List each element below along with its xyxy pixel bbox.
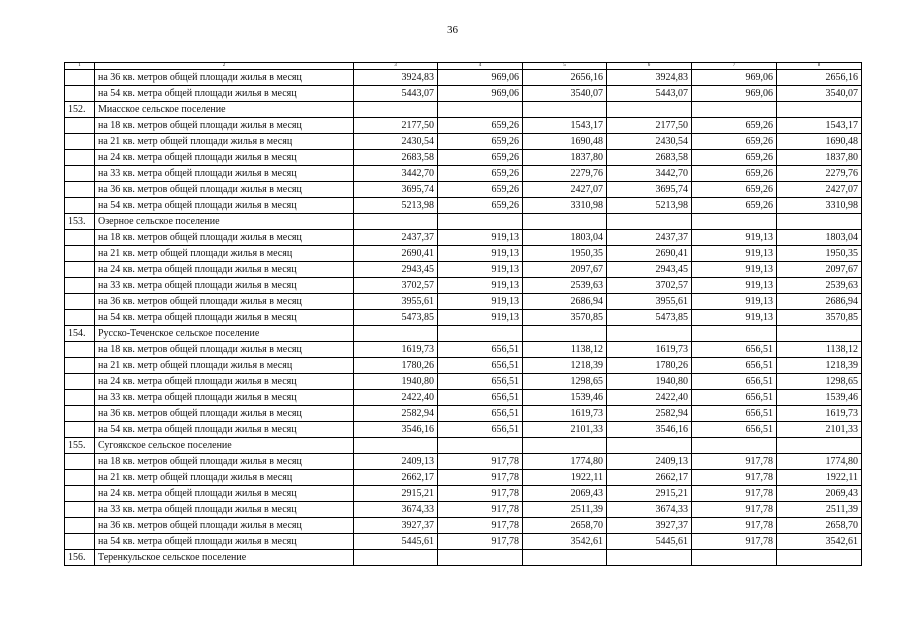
col-7-value <box>692 214 777 230</box>
col-5-value: 3542,61 <box>523 534 607 550</box>
table-row <box>65 166 862 182</box>
col-7-value: 656,51 <box>692 390 777 406</box>
col-3-value: 2943,45 <box>354 262 438 278</box>
col-8-value <box>777 550 862 566</box>
row-description: на 18 кв. метров общей площади жилья в месяц <box>95 230 354 246</box>
col-6-value: 5445,61 <box>607 534 692 550</box>
col-4-value <box>438 214 523 230</box>
col-7-value: 969,06 <box>692 70 777 86</box>
col-7-value: 917,78 <box>692 486 777 502</box>
table-row <box>65 422 862 438</box>
table-row <box>65 390 862 406</box>
col-5-value: 2539,63 <box>523 278 607 294</box>
row-description: на 24 кв. метра общей площади жилья в месяц <box>95 374 354 390</box>
col-8-value: 3540,07 <box>777 86 862 102</box>
col-8-value: 1950,35 <box>777 246 862 262</box>
col-5-value <box>523 438 607 454</box>
table-row <box>65 262 862 278</box>
settlement-row <box>65 326 862 342</box>
col-7-value: 656,51 <box>692 342 777 358</box>
col-3-value: 1780,26 <box>354 358 438 374</box>
col-4-value: 919,13 <box>438 230 523 246</box>
row-index: 156. <box>65 550 95 566</box>
settlement-row <box>65 214 862 230</box>
row-index <box>65 246 95 262</box>
col-4-value: 656,51 <box>438 342 523 358</box>
col-8-value: 1837,80 <box>777 150 862 166</box>
col-3-value: 2437,37 <box>354 230 438 246</box>
col-4-value: 659,26 <box>438 118 523 134</box>
column-number: 5 <box>523 63 607 70</box>
column-number: 7 <box>692 63 777 70</box>
col-5-value: 2279,76 <box>523 166 607 182</box>
col-7-value: 656,51 <box>692 406 777 422</box>
col-4-value: 656,51 <box>438 374 523 390</box>
col-6-value: 5443,07 <box>607 86 692 102</box>
row-description: Миасское сельское поселение <box>95 102 354 118</box>
column-number: 6 <box>607 63 692 70</box>
column-number: 1 <box>65 63 95 70</box>
col-3-value: 3546,16 <box>354 422 438 438</box>
col-3-value: 1940,80 <box>354 374 438 390</box>
col-8-value: 1619,73 <box>777 406 862 422</box>
row-index <box>65 358 95 374</box>
col-5-value: 3310,98 <box>523 198 607 214</box>
col-3-value: 5213,98 <box>354 198 438 214</box>
row-index: 154. <box>65 326 95 342</box>
col-5-value: 1774,80 <box>523 454 607 470</box>
col-4-value: 917,78 <box>438 502 523 518</box>
row-description: Сугоякское сельское поселение <box>95 438 354 454</box>
row-description: на 36 кв. метров общей площади жилья в месяц <box>95 70 354 86</box>
settlement-row <box>65 438 862 454</box>
col-5-value: 1539,46 <box>523 390 607 406</box>
col-6-value: 3442,70 <box>607 166 692 182</box>
table-row <box>65 518 862 534</box>
col-4-value: 919,13 <box>438 278 523 294</box>
col-6-value: 2409,13 <box>607 454 692 470</box>
row-index <box>65 406 95 422</box>
col-7-value: 659,26 <box>692 198 777 214</box>
col-3-value: 2662,17 <box>354 470 438 486</box>
row-index <box>65 454 95 470</box>
col-3-value: 3695,74 <box>354 182 438 198</box>
col-5-value <box>523 102 607 118</box>
table-row <box>65 470 862 486</box>
col-8-value: 1539,46 <box>777 390 862 406</box>
column-number-row <box>65 63 862 70</box>
col-7-value: 919,13 <box>692 230 777 246</box>
row-index <box>65 470 95 486</box>
row-description: на 21 кв. метр общей площади жилья в месяц <box>95 134 354 150</box>
row-index <box>65 342 95 358</box>
col-4-value: 919,13 <box>438 310 523 326</box>
col-3-value: 2422,40 <box>354 390 438 406</box>
col-8-value: 2069,43 <box>777 486 862 502</box>
settlement-row <box>65 102 862 118</box>
col-7-value <box>692 550 777 566</box>
col-6-value: 3546,16 <box>607 422 692 438</box>
col-3-value: 3955,61 <box>354 294 438 310</box>
col-4-value: 656,51 <box>438 390 523 406</box>
col-7-value: 919,13 <box>692 246 777 262</box>
col-8-value: 2658,70 <box>777 518 862 534</box>
table-row <box>65 230 862 246</box>
row-description: на 24 кв. метра общей площади жилья в месяц <box>95 486 354 502</box>
table-row <box>65 310 862 326</box>
col-8-value <box>777 438 862 454</box>
col-5-value: 1543,17 <box>523 118 607 134</box>
col-4-value: 917,78 <box>438 486 523 502</box>
row-index <box>65 390 95 406</box>
col-5-value: 2097,67 <box>523 262 607 278</box>
col-4-value <box>438 438 523 454</box>
col-5-value: 2686,94 <box>523 294 607 310</box>
col-4-value: 659,26 <box>438 134 523 150</box>
col-5-value: 1922,11 <box>523 470 607 486</box>
row-description: на 24 кв. метра общей площади жилья в месяц <box>95 150 354 166</box>
col-5-value: 1619,73 <box>523 406 607 422</box>
col-7-value: 656,51 <box>692 358 777 374</box>
col-8-value: 1298,65 <box>777 374 862 390</box>
col-3-value: 3924,83 <box>354 70 438 86</box>
row-index <box>65 422 95 438</box>
row-index <box>65 86 95 102</box>
col-8-value: 1543,17 <box>777 118 862 134</box>
col-6-value: 5473,85 <box>607 310 692 326</box>
col-6-value: 3927,37 <box>607 518 692 534</box>
col-4-value: 656,51 <box>438 422 523 438</box>
col-3-value: 3674,33 <box>354 502 438 518</box>
col-6-value: 2437,37 <box>607 230 692 246</box>
col-8-value: 1922,11 <box>777 470 862 486</box>
col-4-value: 919,13 <box>438 262 523 278</box>
col-3-value <box>354 438 438 454</box>
col-3-value: 2430,54 <box>354 134 438 150</box>
col-6-value: 3924,83 <box>607 70 692 86</box>
col-7-value: 919,13 <box>692 294 777 310</box>
row-description: на 21 кв. метр общей площади жилья в месяц <box>95 246 354 262</box>
row-description: на 36 кв. метров общей площади жилья в месяц <box>95 406 354 422</box>
col-4-value: 917,78 <box>438 518 523 534</box>
row-description: на 36 кв. метров общей площади жилья в месяц <box>95 294 354 310</box>
col-8-value: 1138,12 <box>777 342 862 358</box>
col-7-value <box>692 326 777 342</box>
col-4-value: 659,26 <box>438 198 523 214</box>
row-description: на 33 кв. метра общей площади жилья в месяц <box>95 278 354 294</box>
col-6-value: 3702,57 <box>607 278 692 294</box>
col-4-value: 659,26 <box>438 150 523 166</box>
col-6-value: 2430,54 <box>607 134 692 150</box>
row-index <box>65 118 95 134</box>
col-5-value: 3540,07 <box>523 86 607 102</box>
row-description: на 36 кв. метров общей площади жилья в месяц <box>95 518 354 534</box>
col-6-value: 2422,40 <box>607 390 692 406</box>
col-8-value: 3542,61 <box>777 534 862 550</box>
row-index <box>65 70 95 86</box>
col-6-value: 1619,73 <box>607 342 692 358</box>
table-row <box>65 374 862 390</box>
col-3-value: 2915,21 <box>354 486 438 502</box>
row-index <box>65 486 95 502</box>
row-index <box>65 278 95 294</box>
col-3-value: 5473,85 <box>354 310 438 326</box>
col-8-value <box>777 326 862 342</box>
table-row <box>65 150 862 166</box>
col-4-value <box>438 550 523 566</box>
col-7-value: 659,26 <box>692 166 777 182</box>
table-row <box>65 454 862 470</box>
row-description: на 21 кв. метр общей площади жилья в месяц <box>95 358 354 374</box>
row-index <box>65 294 95 310</box>
row-index <box>65 262 95 278</box>
col-6-value: 3955,61 <box>607 294 692 310</box>
col-4-value: 659,26 <box>438 182 523 198</box>
col-7-value: 659,26 <box>692 182 777 198</box>
col-6-value: 3674,33 <box>607 502 692 518</box>
col-4-value: 969,06 <box>438 70 523 86</box>
col-4-value: 919,13 <box>438 246 523 262</box>
col-4-value: 969,06 <box>438 86 523 102</box>
col-4-value <box>438 326 523 342</box>
col-8-value: 2656,16 <box>777 70 862 86</box>
col-3-value: 3702,57 <box>354 278 438 294</box>
col-3-value <box>354 214 438 230</box>
col-6-value: 2662,17 <box>607 470 692 486</box>
col-7-value: 919,13 <box>692 278 777 294</box>
row-index: 152. <box>65 102 95 118</box>
col-5-value: 1837,80 <box>523 150 607 166</box>
col-8-value: 1690,48 <box>777 134 862 150</box>
col-8-value: 2686,94 <box>777 294 862 310</box>
row-description: на 18 кв. метров общей площади жилья в месяц <box>95 454 354 470</box>
col-7-value: 919,13 <box>692 310 777 326</box>
col-3-value: 2683,58 <box>354 150 438 166</box>
col-3-value: 1619,73 <box>354 342 438 358</box>
table-row <box>65 406 862 422</box>
col-8-value: 2279,76 <box>777 166 862 182</box>
row-description: на 18 кв. метров общей площади жилья в месяц <box>95 342 354 358</box>
table-row <box>65 246 862 262</box>
table-row <box>65 534 862 550</box>
page-number: 36 <box>447 24 458 36</box>
col-3-value: 2409,13 <box>354 454 438 470</box>
row-index <box>65 134 95 150</box>
col-8-value: 2539,63 <box>777 278 862 294</box>
col-6-value: 5213,98 <box>607 198 692 214</box>
col-5-value: 3570,85 <box>523 310 607 326</box>
row-description: на 24 кв. метра общей площади жилья в месяц <box>95 262 354 278</box>
table-row <box>65 134 862 150</box>
col-4-value <box>438 102 523 118</box>
table-row <box>65 118 862 134</box>
col-8-value: 2097,67 <box>777 262 862 278</box>
col-8-value: 2101,33 <box>777 422 862 438</box>
col-7-value: 917,78 <box>692 534 777 550</box>
col-4-value: 659,26 <box>438 166 523 182</box>
table-row <box>65 294 862 310</box>
col-5-value: 2658,70 <box>523 518 607 534</box>
row-description: на 54 кв. метра общей площади жилья в месяц <box>95 422 354 438</box>
col-4-value: 919,13 <box>438 294 523 310</box>
col-3-value: 2177,50 <box>354 118 438 134</box>
col-6-value: 2943,45 <box>607 262 692 278</box>
col-5-value: 2069,43 <box>523 486 607 502</box>
col-3-value: 3442,70 <box>354 166 438 182</box>
col-5-value: 1138,12 <box>523 342 607 358</box>
row-index <box>65 534 95 550</box>
col-5-value <box>523 326 607 342</box>
column-number: 4 <box>438 63 523 70</box>
row-description: на 33 кв. метра общей площади жилья в месяц <box>95 166 354 182</box>
col-7-value <box>692 102 777 118</box>
settlement-row <box>65 550 862 566</box>
col-5-value: 1803,04 <box>523 230 607 246</box>
col-4-value: 917,78 <box>438 454 523 470</box>
table-row <box>65 486 862 502</box>
col-4-value: 656,51 <box>438 358 523 374</box>
table-row <box>65 182 862 198</box>
col-6-value: 1940,80 <box>607 374 692 390</box>
col-6-value: 2177,50 <box>607 118 692 134</box>
col-8-value: 2511,39 <box>777 502 862 518</box>
table-row <box>65 502 862 518</box>
row-index <box>65 502 95 518</box>
row-description: на 33 кв. метра общей площади жилья в месяц <box>95 502 354 518</box>
col-3-value <box>354 102 438 118</box>
col-3-value: 3927,37 <box>354 518 438 534</box>
col-7-value: 659,26 <box>692 134 777 150</box>
row-index <box>65 230 95 246</box>
table-row <box>65 358 862 374</box>
col-5-value: 1950,35 <box>523 246 607 262</box>
row-index <box>65 198 95 214</box>
table-row <box>65 278 862 294</box>
col-5-value: 2427,07 <box>523 182 607 198</box>
col-3-value: 2690,41 <box>354 246 438 262</box>
col-8-value: 3310,98 <box>777 198 862 214</box>
col-6-value: 1780,26 <box>607 358 692 374</box>
col-3-value: 2582,94 <box>354 406 438 422</box>
col-8-value: 2427,07 <box>777 182 862 198</box>
col-4-value: 656,51 <box>438 406 523 422</box>
col-8-value: 1774,80 <box>777 454 862 470</box>
col-5-value <box>523 550 607 566</box>
row-index <box>65 182 95 198</box>
col-8-value: 3570,85 <box>777 310 862 326</box>
col-7-value: 917,78 <box>692 518 777 534</box>
col-6-value <box>607 550 692 566</box>
column-number: 3 <box>354 63 438 70</box>
col-3-value: 5445,61 <box>354 534 438 550</box>
col-7-value: 917,78 <box>692 454 777 470</box>
col-3-value <box>354 550 438 566</box>
column-number: 2 <box>95 63 354 70</box>
col-8-value: 1803,04 <box>777 230 862 246</box>
col-5-value <box>523 214 607 230</box>
col-6-value: 2915,21 <box>607 486 692 502</box>
col-7-value: 917,78 <box>692 470 777 486</box>
table-row <box>65 198 862 214</box>
row-index <box>65 518 95 534</box>
column-number: 8 <box>777 63 862 70</box>
col-8-value <box>777 214 862 230</box>
row-index: 155. <box>65 438 95 454</box>
row-description: на 54 кв. метра общей площади жилья в месяц <box>95 198 354 214</box>
col-5-value: 1690,48 <box>523 134 607 150</box>
table-row <box>65 342 862 358</box>
col-7-value: 656,51 <box>692 374 777 390</box>
col-6-value <box>607 326 692 342</box>
table-row <box>65 86 862 102</box>
col-5-value: 2656,16 <box>523 70 607 86</box>
row-description: на 33 кв. метра общей площади жилья в месяц <box>95 390 354 406</box>
table-row <box>65 70 862 86</box>
col-6-value: 3695,74 <box>607 182 692 198</box>
row-index: 153. <box>65 214 95 230</box>
col-7-value <box>692 438 777 454</box>
col-3-value: 5443,07 <box>354 86 438 102</box>
row-index <box>65 374 95 390</box>
col-3-value <box>354 326 438 342</box>
col-4-value: 917,78 <box>438 534 523 550</box>
row-index <box>65 310 95 326</box>
row-description: на 36 кв. метров общей площади жилья в месяц <box>95 182 354 198</box>
col-8-value: 1218,39 <box>777 358 862 374</box>
col-6-value: 2690,41 <box>607 246 692 262</box>
col-7-value: 656,51 <box>692 422 777 438</box>
row-description: на 54 кв. метра общей площади жилья в месяц <box>95 534 354 550</box>
col-5-value: 1298,65 <box>523 374 607 390</box>
row-description: на 21 кв. метр общей площади жилья в месяц <box>95 470 354 486</box>
col-6-value <box>607 438 692 454</box>
row-description: на 54 кв. метра общей площади жилья в месяц <box>95 86 354 102</box>
col-5-value: 1218,39 <box>523 358 607 374</box>
col-7-value: 659,26 <box>692 118 777 134</box>
row-description: Теренкульское сельское поселение <box>95 550 354 566</box>
row-description: на 54 кв. метра общей площади жилья в месяц <box>95 310 354 326</box>
col-8-value <box>777 102 862 118</box>
row-description: на 18 кв. метров общей площади жилья в месяц <box>95 118 354 134</box>
col-7-value: 919,13 <box>692 262 777 278</box>
col-7-value: 969,06 <box>692 86 777 102</box>
row-index <box>65 150 95 166</box>
row-description: Озерное сельское поселение <box>95 214 354 230</box>
tariff-table <box>64 62 862 566</box>
col-5-value: 2511,39 <box>523 502 607 518</box>
col-4-value: 917,78 <box>438 470 523 486</box>
col-6-value: 2582,94 <box>607 406 692 422</box>
row-index <box>65 166 95 182</box>
col-7-value: 917,78 <box>692 502 777 518</box>
row-description: Русско-Теченское сельское поселение <box>95 326 354 342</box>
col-6-value <box>607 102 692 118</box>
col-5-value: 2101,33 <box>523 422 607 438</box>
col-7-value: 659,26 <box>692 150 777 166</box>
col-6-value: 2683,58 <box>607 150 692 166</box>
col-6-value <box>607 214 692 230</box>
